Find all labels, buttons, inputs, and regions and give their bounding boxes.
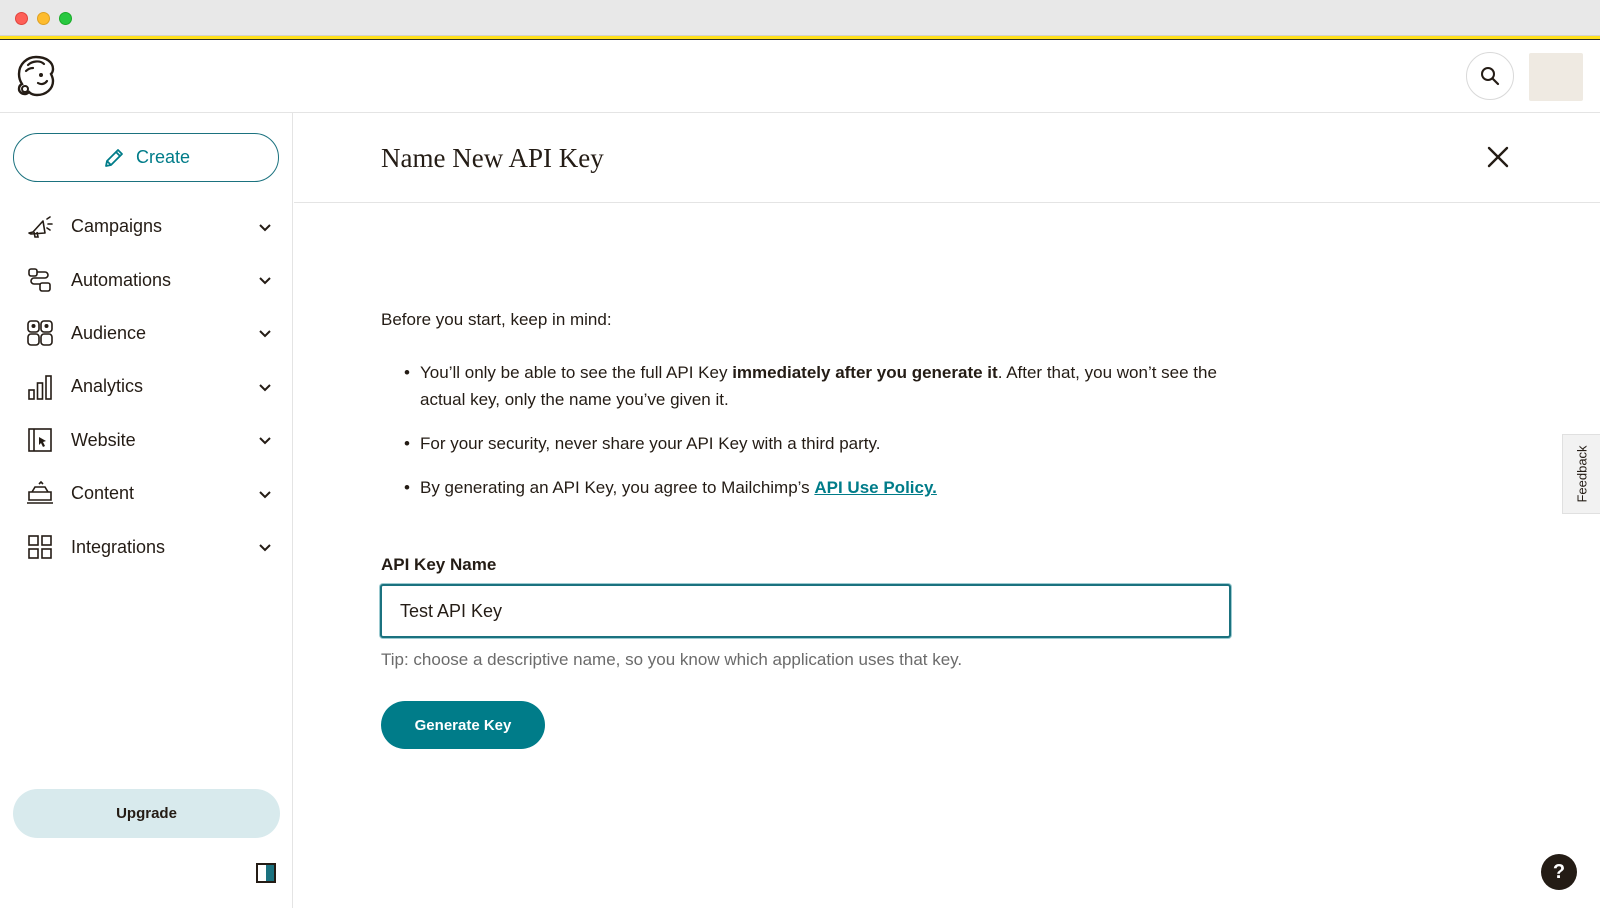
sidebar-item-label: Content xyxy=(71,483,135,504)
close-icon[interactable] xyxy=(1484,143,1512,171)
sidebar-item-automations[interactable] xyxy=(0,253,293,306)
bullet-text: For your security, never share your API Key with a third party. xyxy=(420,434,881,453)
mailchimp-freddie-icon[interactable] xyxy=(14,53,58,99)
guidance-list xyxy=(404,359,1224,518)
panel-header xyxy=(294,113,1600,203)
audience-icon xyxy=(26,319,54,347)
content-icon xyxy=(26,480,54,508)
window-zoom-dot[interactable] xyxy=(59,12,72,25)
sidebar-item-integrations[interactable] xyxy=(0,520,293,573)
brand-accent-bar xyxy=(0,36,1600,40)
sidebar-item-label: Campaigns xyxy=(71,216,163,237)
upgrade-button[interactable] xyxy=(13,789,280,838)
sidebar-item-label: Website xyxy=(71,429,136,450)
app-header xyxy=(0,41,1600,113)
list-item xyxy=(404,474,1224,501)
api-key-name-label: API Key Name xyxy=(381,555,497,574)
grid-icon xyxy=(26,533,54,561)
feedback-tab[interactable] xyxy=(1562,434,1600,514)
window-close-dot[interactable] xyxy=(15,12,28,25)
search-button[interactable] xyxy=(1466,52,1514,100)
chevron-down-icon xyxy=(257,325,273,341)
megaphone-icon xyxy=(26,213,54,241)
list-item xyxy=(404,359,1224,413)
sidebar-item-label: Analytics xyxy=(71,376,144,397)
chevron-down-icon xyxy=(257,219,273,235)
chevron-down-icon xyxy=(257,432,273,448)
bullet-text: By generating an API Key, you agree to Mailchimp’s xyxy=(420,478,815,497)
window-titlebar xyxy=(0,0,1600,36)
sidebar-collapse-icon[interactable] xyxy=(256,863,276,883)
generate-key-button[interactable]: Generate Key xyxy=(381,701,545,749)
avatar[interactable] xyxy=(1529,53,1583,101)
automation-flow-icon xyxy=(26,266,54,294)
api-key-name-input[interactable] xyxy=(380,584,1231,638)
sidebar-item-label: Audience xyxy=(71,322,147,343)
chevron-down-icon xyxy=(257,379,273,395)
sidebar-nav xyxy=(0,200,293,574)
sidebar-item-audience[interactable] xyxy=(0,307,293,360)
sidebar-item-analytics[interactable] xyxy=(0,360,293,413)
sidebar-item-campaigns[interactable] xyxy=(0,200,293,253)
help-button[interactable]: ? xyxy=(1541,854,1577,890)
chevron-down-icon xyxy=(257,539,273,555)
sidebar-item-website[interactable] xyxy=(0,414,293,467)
window-minimize-dot[interactable] xyxy=(37,12,50,25)
bullet-emphasis: immediately after you generate it xyxy=(732,363,998,382)
pencil-icon xyxy=(102,146,126,170)
create-button[interactable] xyxy=(13,133,279,182)
chevron-down-icon xyxy=(257,272,273,288)
sidebar-item-content[interactable] xyxy=(0,467,293,520)
bar-chart-icon xyxy=(26,373,54,401)
sidebar-item-label: Automations xyxy=(71,269,172,290)
page-title: Name New API Key xyxy=(381,143,604,173)
main-panel xyxy=(294,113,1600,908)
field-tip: Tip: choose a descriptive name, so you know which application uses that key. xyxy=(381,650,963,669)
create-label: Create xyxy=(135,147,191,167)
list-item xyxy=(404,430,1224,457)
api-use-policy-link[interactable]: API Use Policy. xyxy=(814,478,937,497)
sidebar-item-label: Integrations xyxy=(71,536,166,557)
sidebar xyxy=(0,113,293,908)
chevron-down-icon xyxy=(257,486,273,502)
search-icon xyxy=(1480,66,1500,86)
website-icon xyxy=(26,426,54,454)
upgrade-label: Upgrade xyxy=(116,805,177,822)
bullet-text: . After that, you won’t see the actual key, only the name you’ve given it. xyxy=(420,363,1217,409)
feedback-label: Feedback xyxy=(1574,445,1589,503)
intro-text: Before you start, keep in mind: xyxy=(381,310,612,329)
bullet-text: You’ll only be able to see the full API Key xyxy=(420,363,733,382)
